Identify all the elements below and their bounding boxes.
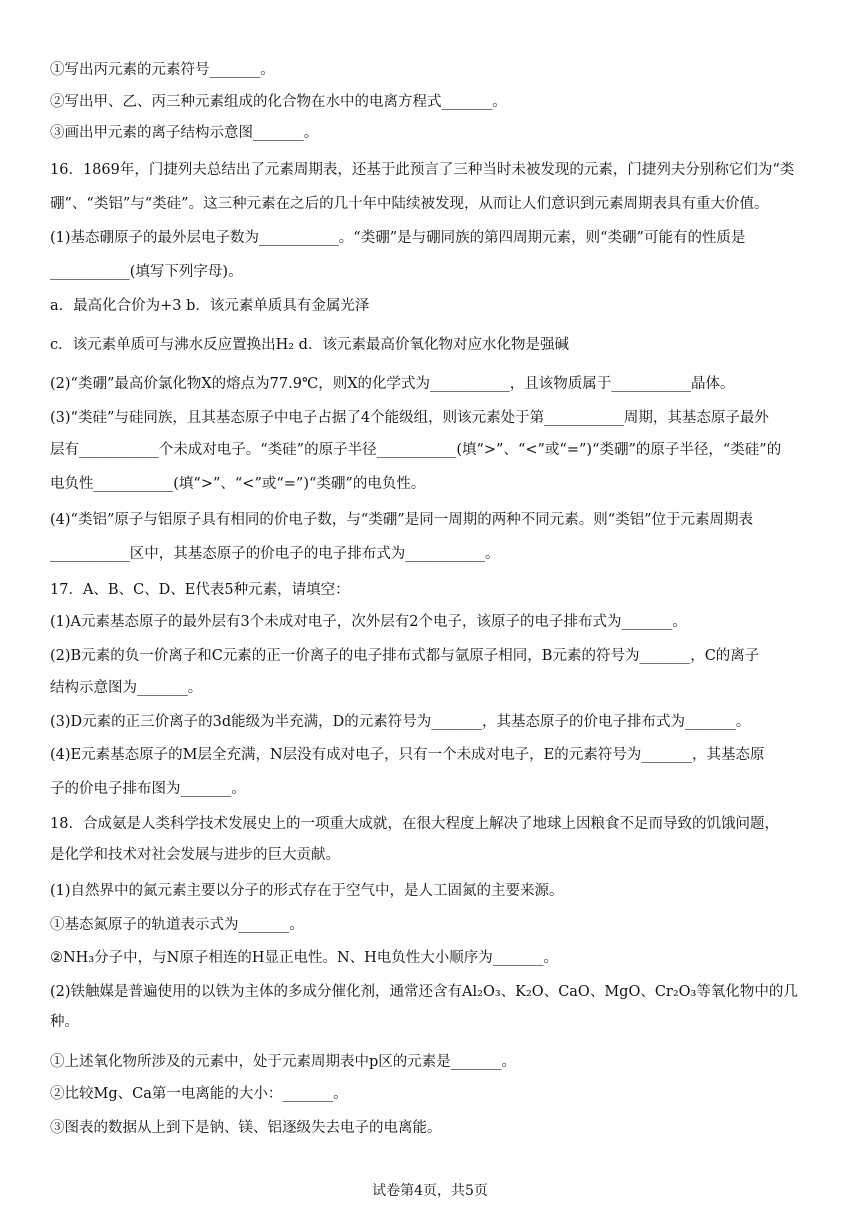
text-line: 种。 (50, 1014, 79, 1030)
text-line: (1)基态硼原子的最外层电子数为___________。“类硼”是与硼同族的第四周期元素，则“类硼”可能有的性质是 (50, 230, 746, 246)
text-line: 电负性___________(填“>”、“<”或“=”)“类硼”的电负性。 (50, 476, 426, 492)
text-line: (3)D元素的正三价离子的3d能级为半充满，D的元素符号为_______，其基态原子的价电子排布式为_______。 (50, 714, 751, 730)
text-line: (2)B元素的负一价离子和C元素的正一价离子的电子排布式都与氩原子相同，B元素的符号为_______，C的离子 (50, 648, 760, 664)
text-line: ③画出甲元素的离子结构示意图_______。 (50, 125, 319, 141)
text-line: ①写出丙元素的元素符号_______。 (50, 62, 275, 78)
text-line: 18．合成氨是人类科学技术发展史上的一项重大成就，在很大程度上解决了地球上因粮食不足而导致的饥饿问题， (50, 816, 779, 832)
text-line: ①上述氧化物所涉及的元素中，处于元素周期表中p区的元素是_______。 (50, 1054, 517, 1070)
text-line: ②比较Mg、Ca第一电离能的大小：_______。 (50, 1086, 348, 1102)
page-footer: 试卷第4页，共5页 (372, 1183, 488, 1199)
text-line: (3)“类硅”与硅同族，且其基态原子中电子占据了4个能级组，则该元素处于第___________周期，其基态原子最外 (50, 410, 769, 426)
text-line: ②NH₃分子中，与N原子相连的H显正电性。N、H电负性大小顺序为_______。 (50, 950, 559, 966)
text-line: (1)自然界中的氮元素主要以分子的形式存在于空气中，是人工固氮的主要来源。 (50, 883, 564, 899)
text-line: ___________(填写下列字母)。 (50, 264, 243, 280)
text-line: 子的价电子排布图为_______。 (50, 781, 246, 797)
text-line: 硼”、“类铝”与“类硅”。这三种元素在之后的几十年中陆续被发现，从而让人们意识到元素周期表具有重大价值。 (50, 196, 769, 212)
text-line: a．最高化合价为+3 b．该元素单质具有金属光泽 (50, 298, 370, 314)
text-line: 结构示意图为_______。 (50, 680, 203, 696)
text-line: ___________区中，其基态原子的价电子的电子排布式为___________。 (50, 546, 500, 562)
text-line: c．该元素单质可与沸水反应置换出H₂ d．该元素最高价氧化物对应水化物是强碱 (50, 337, 569, 353)
text-line: ①基态氮原子的轨道表示式为_______。 (50, 917, 304, 933)
text-line: (4)“类铝”原子与铝原子具有相同的价电子数，与“类硼”是同一周期的两种不同元素。则“类铝”位于元素周期表 (50, 512, 754, 528)
text-line: 是化学和技术对社会发展与进步的巨大贡献。 (50, 847, 340, 863)
text-line: ③图表的数据从上到下是钠、镁、铝逐级失去电子的电离能。 (50, 1120, 442, 1136)
text-line: (4)E元素基态原子的M层全充满，N层没有成对电子，只有一个未成对电子，E的元素符号为_______，其基态原 (50, 747, 765, 763)
text-line: (2)铁触媒是普遍使用的以铁为主体的多成分催化剂，通常还含有Al₂O₃、K₂O、CaO、MgO、Cr₂O₃等氧化物中的几 (50, 984, 798, 1000)
text-line: (1)A元素基态原子的最外层有3个未成对电子，次外层有2个电子，该原子的电子排布式为_______。 (50, 614, 687, 630)
text-line: (2)“类硼”最高价氯化物X的熔点为77.9℃，则X的化学式为___________，且该物质属于___________晶体。 (50, 376, 735, 392)
text-line: ②写出甲、乙、丙三种元素组成的化合物在水中的电离方程式_______。 (50, 94, 507, 110)
text-line: 层有___________个未成对电子。“类硅”的原子半径___________(填“>”、“<”或“=”)“类硼”的原子半径，“类硅”的 (50, 442, 782, 458)
text-line: 16．1869年，门捷列夫总结出了元素周期表，还基于此预言了三种当时未被发现的元素，门捷列夫分别称它们为“类 (50, 162, 795, 178)
text-line: 17．A、B、C、D、E代表5种元素，请填空： (50, 582, 350, 598)
